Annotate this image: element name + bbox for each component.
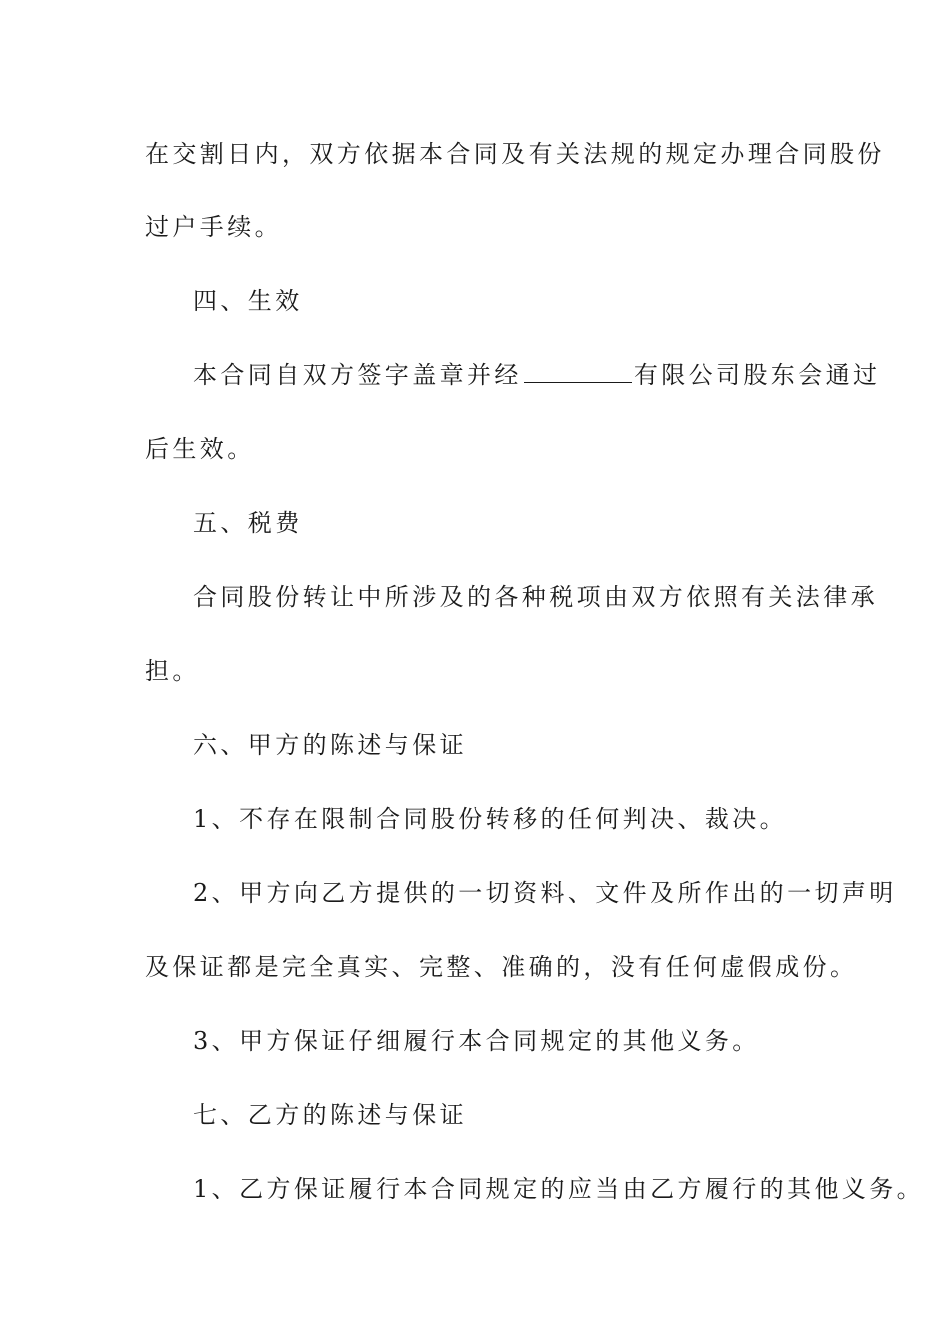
list-item: 2、甲方向乙方提供的一切资料、文件及所作出的一切声明 — [193, 879, 897, 907]
list-item: 1、乙方保证履行本合同规定的应当由乙方履行的其他义务。 — [193, 1175, 925, 1203]
section-heading-effective: 四、生效 — [193, 287, 303, 315]
paragraph-line: 及保证都是完全真实、完整、准确的，没有任何虚假成份。 — [145, 953, 858, 981]
list-item: 1、不存在限制合同股份转移的任何判决、裁决。 — [193, 805, 788, 833]
section-heading-party-b: 七、乙方的陈述与保证 — [193, 1101, 467, 1129]
paragraph-line: 担。 — [145, 657, 200, 685]
section-heading-party-a: 六、甲方的陈述与保证 — [193, 731, 467, 759]
section-heading-taxes: 五、税费 — [193, 509, 303, 537]
paragraph-text: 本合同自双方签字盖章并经 — [193, 361, 522, 389]
paragraph-line: 过户手续。 — [145, 213, 282, 241]
paragraph-line — [193, 359, 880, 391]
paragraph-line: 后生效。 — [145, 435, 255, 463]
list-item: 3、甲方保证仔细履行本合同规定的其他义务。 — [193, 1027, 760, 1055]
paragraph-text: 有限公司股东会通过 — [633, 361, 881, 389]
paragraph-line: 合同股份转让中所涉及的各种税项由双方依照有关法律承 — [193, 583, 878, 611]
paragraph-line: 在交割日内，双方依据本合同及有关法规的规定办理合同股份 — [145, 140, 885, 168]
fill-in-blank — [524, 360, 632, 383]
